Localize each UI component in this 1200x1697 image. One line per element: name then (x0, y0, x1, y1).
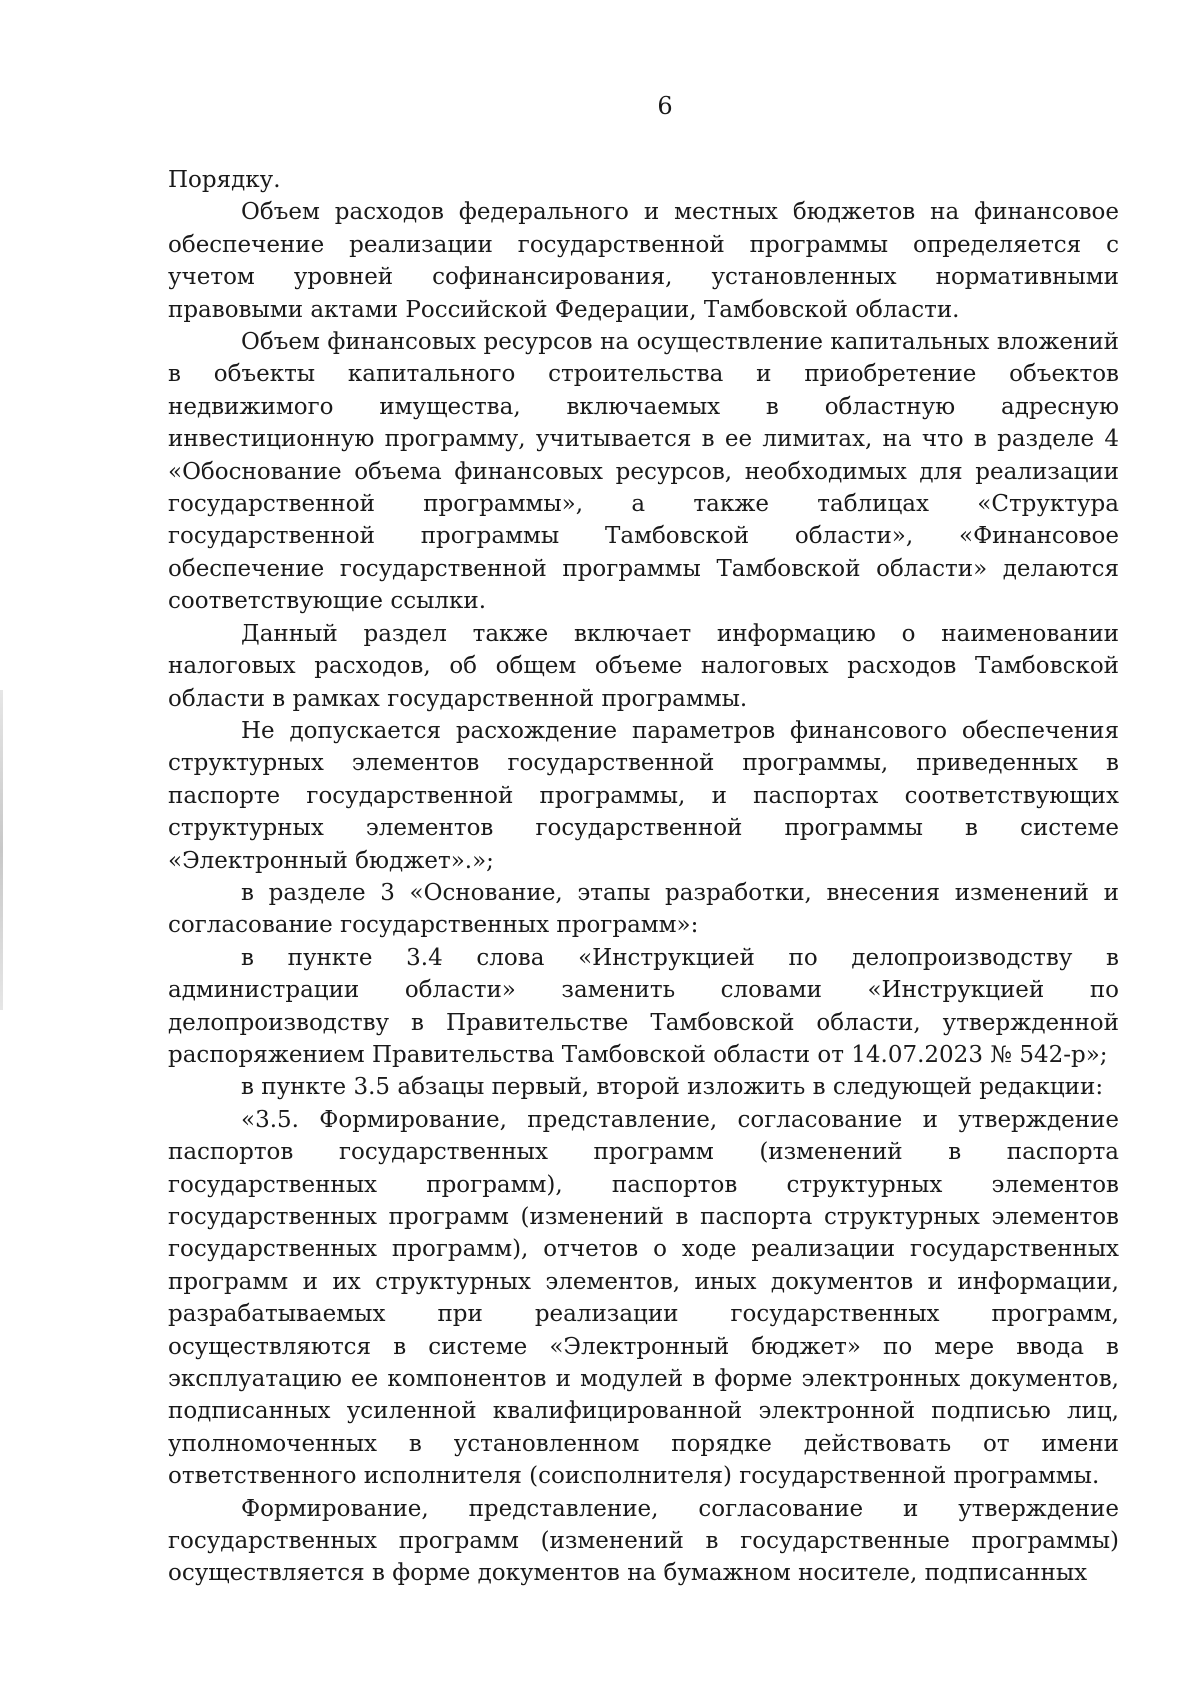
paragraph-8: в пункте 3.5 абзацы первый, второй изложить в следующей редакции: (241, 1074, 1104, 1101)
paragraph-5: Не допускается расхождение параметров финансового обеспечения структурных элементов государственной программы, приведенных в паспорте государственной программы, и паспортах соответствующих структурных элементов государственной программы в системе «Электронный бюджет».»; (168, 717, 1119, 874)
paragraph-4: Данный раздел также включает информацию о наименовании налоговых расходов, об общем объеме налоговых расходов Тамбовской области в рамках государственной программы. (168, 620, 1119, 712)
paragraph-2: Объем расходов федерального и местных бюджетов на финансовое обеспечение реализации государственной программы определяется с учетом уровней софинансирования, установленных нормативными правовыми актами Российской Федерации, Тамбовской области. (168, 199, 1119, 323)
paragraph-1: Порядку. (168, 167, 281, 193)
page-number: 6 (657, 92, 673, 120)
paragraph-10: Формирование, представление, согласование и утверждение государственных программ (изменений в государственные программы) осуществляется в форме документов на бумажном носителе, подписанных (168, 1495, 1119, 1587)
paragraph-3: Объем финансовых ресурсов на осуществление капитальных вложений в объекты капитального строительства и приобретение объектов недвижимого имущества, включаемых в областную адресную инвестиционную программу, учитывается в ее лимитах, на что в разделе 4 «Обоснование объема финансовых ресурсов, необходимых для реализации государственной программы», а также таблицах «Структура государственной программы Тамбовской области», «Финансовое обеспечение государственной программы Тамбовской области» делаются соответствующие ссылки. (168, 329, 1119, 615)
paragraph-6: в разделе 3 «Основание, этапы разработки, внесения изменений и согласование государственных программ»: (168, 879, 1119, 939)
paragraph-7: в пункте 3.4 слова «Инструкцией по делопроизводству в администрации области» заменить словами «Инструкцией по делопроизводству в Правительстве Тамбовской области, утвержденной распоряжением Правительства Тамбовской области от 14.07.2023 № 542-р»; (168, 944, 1119, 1068)
scan-edge-mark (0, 690, 3, 1010)
document-body (168, 164, 1119, 1590)
paragraph-9: «3.5. Формирование, представление, согласование и утверждение паспортов государственных программ (изменений в паспорта государственных программ), паспортов структурных элементов государственных программ (изменений в паспорта структурных элементов государственных программ), отчетов о ходе реализации государственных программ и их структурных элементов, иных документов и информации, разрабатываемых при реализации государственных программ, осуществляются в системе «Электронный бюджет» по мере ввода в эксплуатацию ее компонентов и модулей в форме электронных документов, подписанных усиленной квалифицированной электронной подписью лиц, уполномоченных в установленном порядке действовать от имени ответственного исполнителя (соисполнителя) государственной программы. (168, 1106, 1119, 1490)
